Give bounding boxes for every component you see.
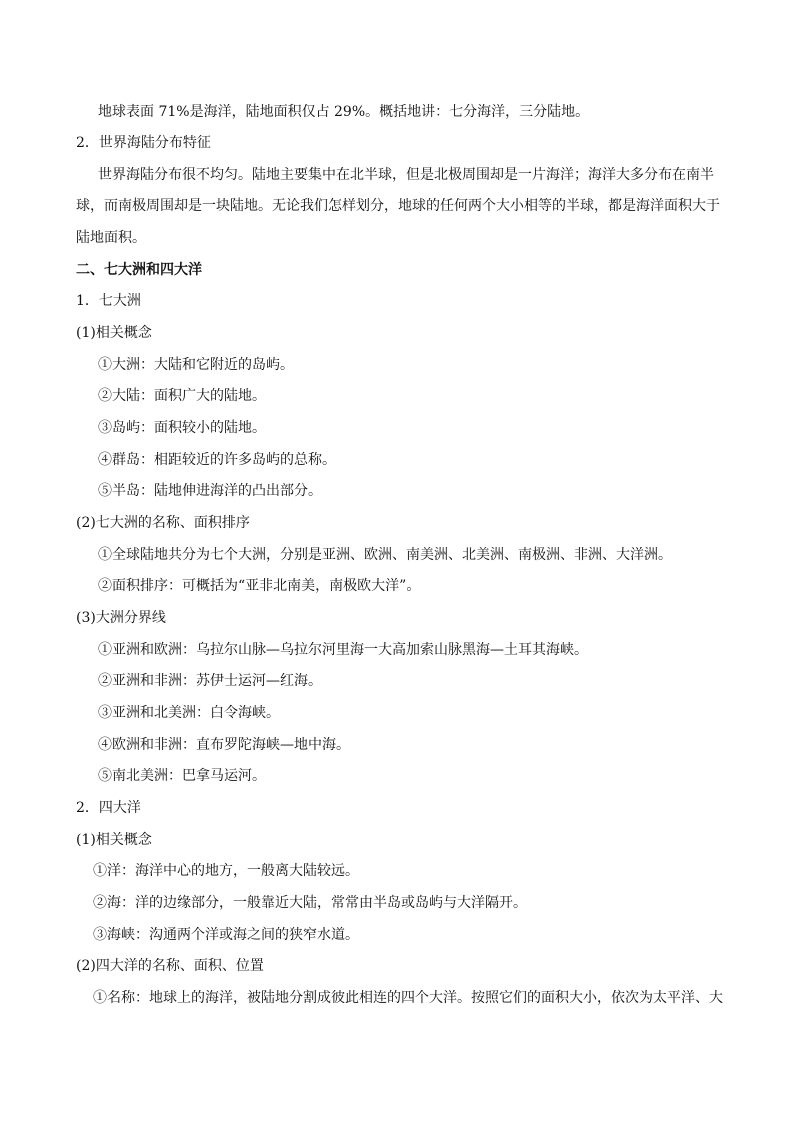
list-item-strait: ③海峡：沟通两个洋或海之间的狭窄水道。 <box>93 927 359 943</box>
paragraph-distribution-1: 世界海陆分布很不均匀。陆地主要集中在北半球，但是北极周围却是一片海洋；海洋大多分布在南半 <box>98 167 714 183</box>
list-item-americas-boundary: ⑤南北美洲：巴拿马运河。 <box>98 768 266 784</box>
list-item-archipelago: ④群岛：相距较近的许多岛屿的总称。 <box>98 452 336 468</box>
list-item-area-ranking: ②面积排序：可概括为“亚非北南美，南极欧大洋”。 <box>98 578 421 594</box>
list-item-island: ③岛屿：面积较小的陆地。 <box>98 420 266 436</box>
section-title-distribution: 2．世界海陆分布特征 <box>76 135 211 151</box>
list-item-continent: ①大洲：大陆和它附近的岛屿。 <box>98 357 294 373</box>
list-item-mainland: ②大陆：面积广大的陆地。 <box>98 388 266 404</box>
paragraph-distribution-2: 球，而南极周围却是一块陆地。无论我们怎样划分，地球的任何两个大小相等的半球，都是海洋面积大于 <box>76 198 720 214</box>
list-item-peninsula: ⑤半岛：陆地伸进海洋的凸出部分。 <box>98 483 322 499</box>
list-item-europe-africa-boundary: ④欧洲和非洲：直布罗陀海峡—地中海。 <box>98 737 350 753</box>
list-item-seven-continents: ①全球陆地共分为七个大洲，分别是亚洲、欧洲、南美洲、北美洲、南极洲、非洲、大洋洲。 <box>98 547 672 563</box>
paragraph-ocean-ratio: 地球表面 71%是海洋，陆地面积仅占 29%。概括地讲：七分海洋，三分陆地。 <box>98 104 590 120</box>
heading-continents-oceans: 二、七大洲和四大洋 <box>76 262 202 278</box>
subsection-title-concepts: (1)相关概念 <box>76 325 152 341</box>
subsection-title-boundaries: (3)大洲分界线 <box>76 610 166 626</box>
list-item-asia-europe-boundary: ①亚洲和欧洲：乌拉尔山脉—乌拉尔河里海一大高加索山脉黑海—土耳其海峡。 <box>98 642 588 658</box>
section-title-continents: 1．七大洲 <box>76 293 141 309</box>
paragraph-distribution-3: 陆地面积。 <box>76 230 146 246</box>
list-item-sea: ②海：洋的边缘部分，一般靠近大陆，常常由半岛或岛屿与大洋隔开。 <box>93 895 527 911</box>
subsection-title-four-oceans: (2)四大洋的名称、面积、位置 <box>76 958 264 974</box>
section-title-oceans: 2．四大洋 <box>76 800 141 816</box>
list-item-ocean-names: ①名称：地球上的海洋，被陆地分割成彼此相连的四个大洋。按照它们的面积大小，依次为太平洋、大 <box>93 990 723 1006</box>
list-item-asia-northamerica-boundary: ③亚洲和北美洲：白令海峡。 <box>98 705 280 721</box>
subsection-title-names-area: (2)七大洲的名称、面积排序 <box>76 515 250 531</box>
list-item-asia-africa-boundary: ②亚洲和非洲：苏伊士运河—红海。 <box>98 673 322 689</box>
subsection-title-ocean-concepts: (1)相关概念 <box>76 832 152 848</box>
list-item-ocean: ①洋：海洋中心的地方，一般离大陆较远。 <box>93 863 359 879</box>
